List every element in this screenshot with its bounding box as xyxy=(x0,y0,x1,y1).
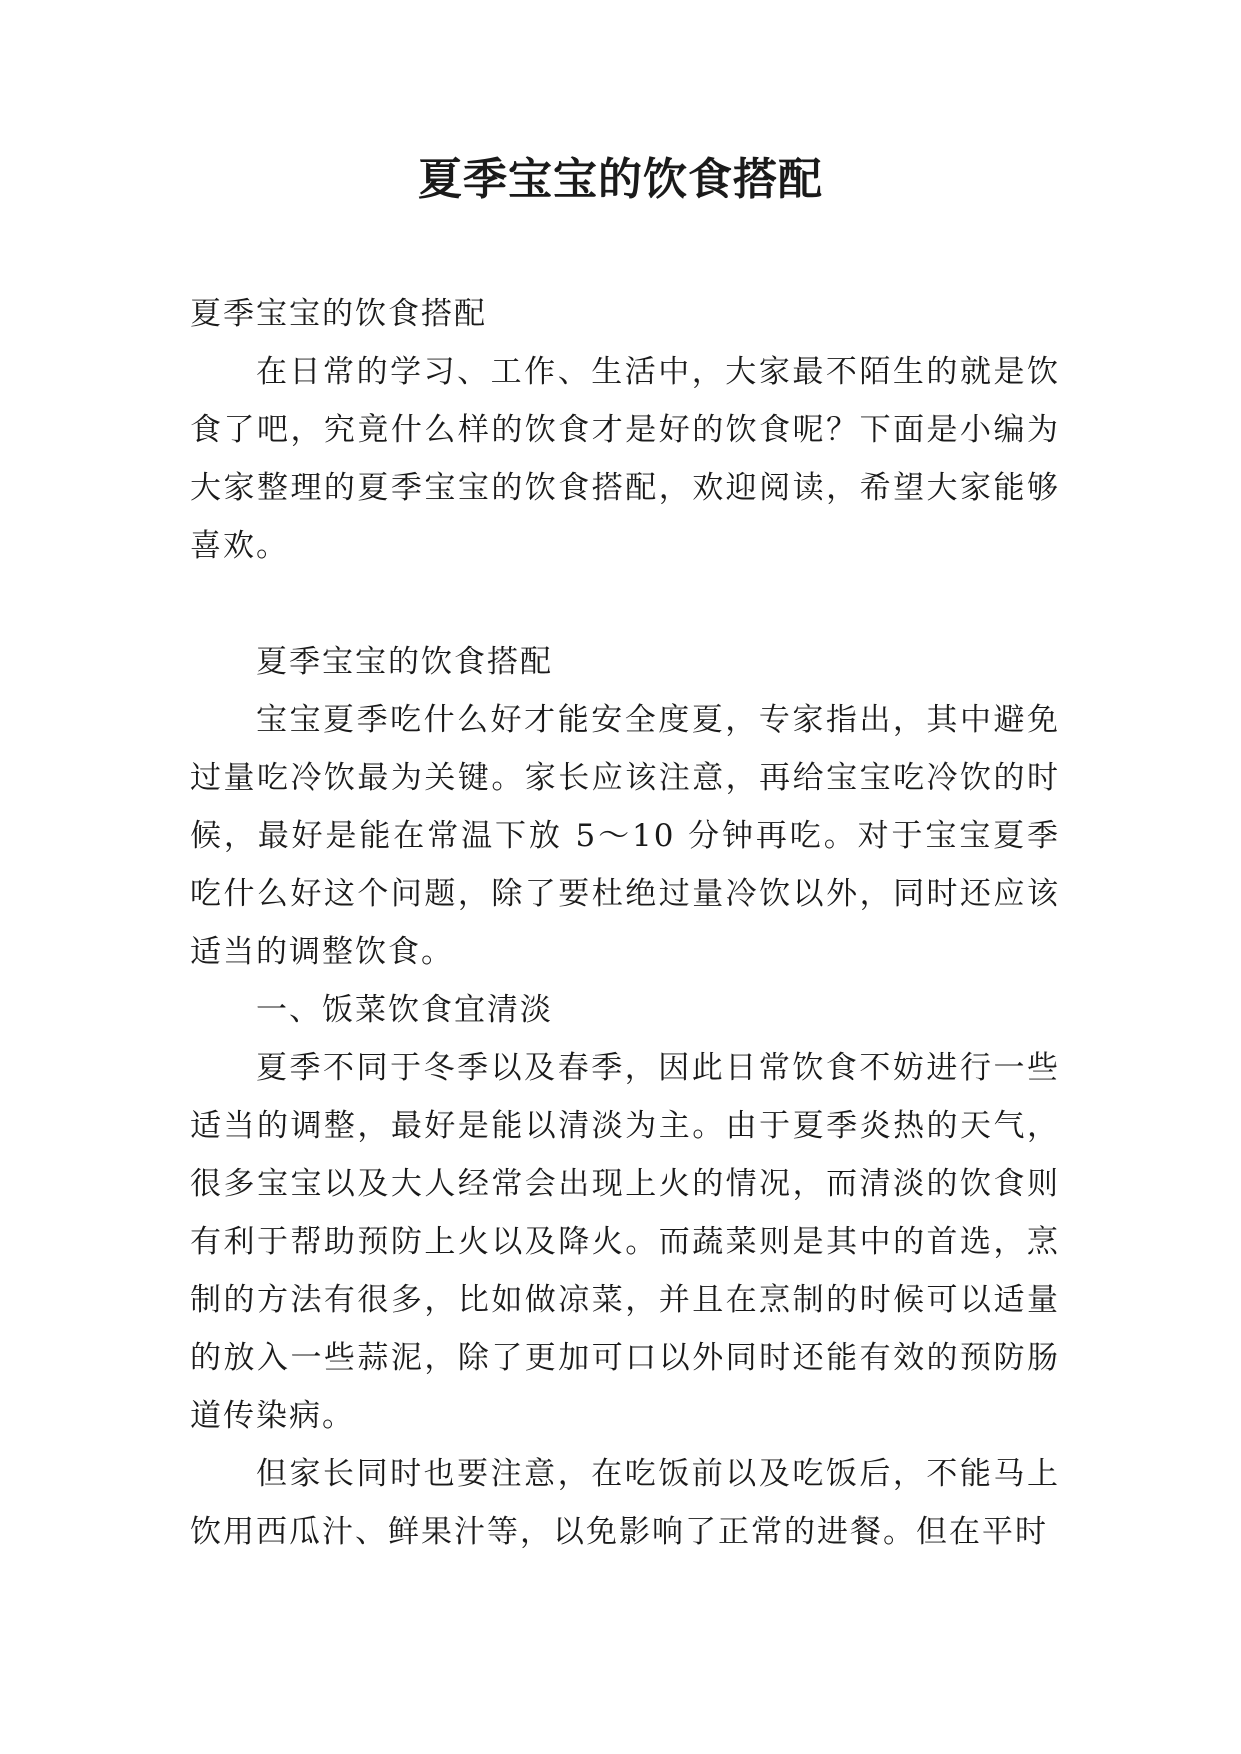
document-title: 夏季宝宝的饮食搭配 xyxy=(418,154,823,205)
paragraph-intro: 在日常的学习、工作、生活中，大家最不陌生的就是饮食了吧，究竟什么样的饮食才是好的饮食呢？下面是小编为大家整理的夏季宝宝的饮食搭配，欢迎阅读，希望大家能够喜欢。 xyxy=(190,354,1060,564)
subsection-heading: 一、饭菜饮食宜清淡 xyxy=(256,992,553,1028)
section-heading: 夏季宝宝的饮食搭配 xyxy=(256,644,553,680)
paragraph-cold-drinks: 宝宝夏季吃什么好才能安全度夏，专家指出，其中避免过量吃冷饮最为关键。家长应该注意，再给宝宝吃冷饮的时候，最好是能在常温下放 5～10 分钟再吃。对于宝宝夏季吃什么好这个问题，除了要杜绝过量冷饮以外，同时还应该适当的调整饮食。 xyxy=(190,702,1060,970)
paragraph-light-diet: 夏季不同于冬季以及春季，因此日常饮食不妨进行一些适当的调整，最好是能以清淡为主。由于夏季炎热的天气，很多宝宝以及大人经常会出现上火的情况，而清淡的饮食则有利于帮助预防上火以及降火。而蔬菜则是其中的首选，烹制的方法有很多，比如做凉菜，并且在烹制的时候可以适量的放入一些蒜泥，除了更加可口以外同时还能有效的预防肠道传染病。 xyxy=(190,1050,1060,1434)
paragraph-heading: 夏季宝宝的饮食搭配 xyxy=(190,296,487,332)
document-body xyxy=(190,285,1060,1561)
paragraph-juice-note: 但家长同时也要注意，在吃饭前以及吃饭后，不能马上饮用西瓜汁、鲜果汁等，以免影响了正常的进餐。但在平时 xyxy=(190,1456,1060,1550)
paragraph-gap xyxy=(190,575,1060,633)
